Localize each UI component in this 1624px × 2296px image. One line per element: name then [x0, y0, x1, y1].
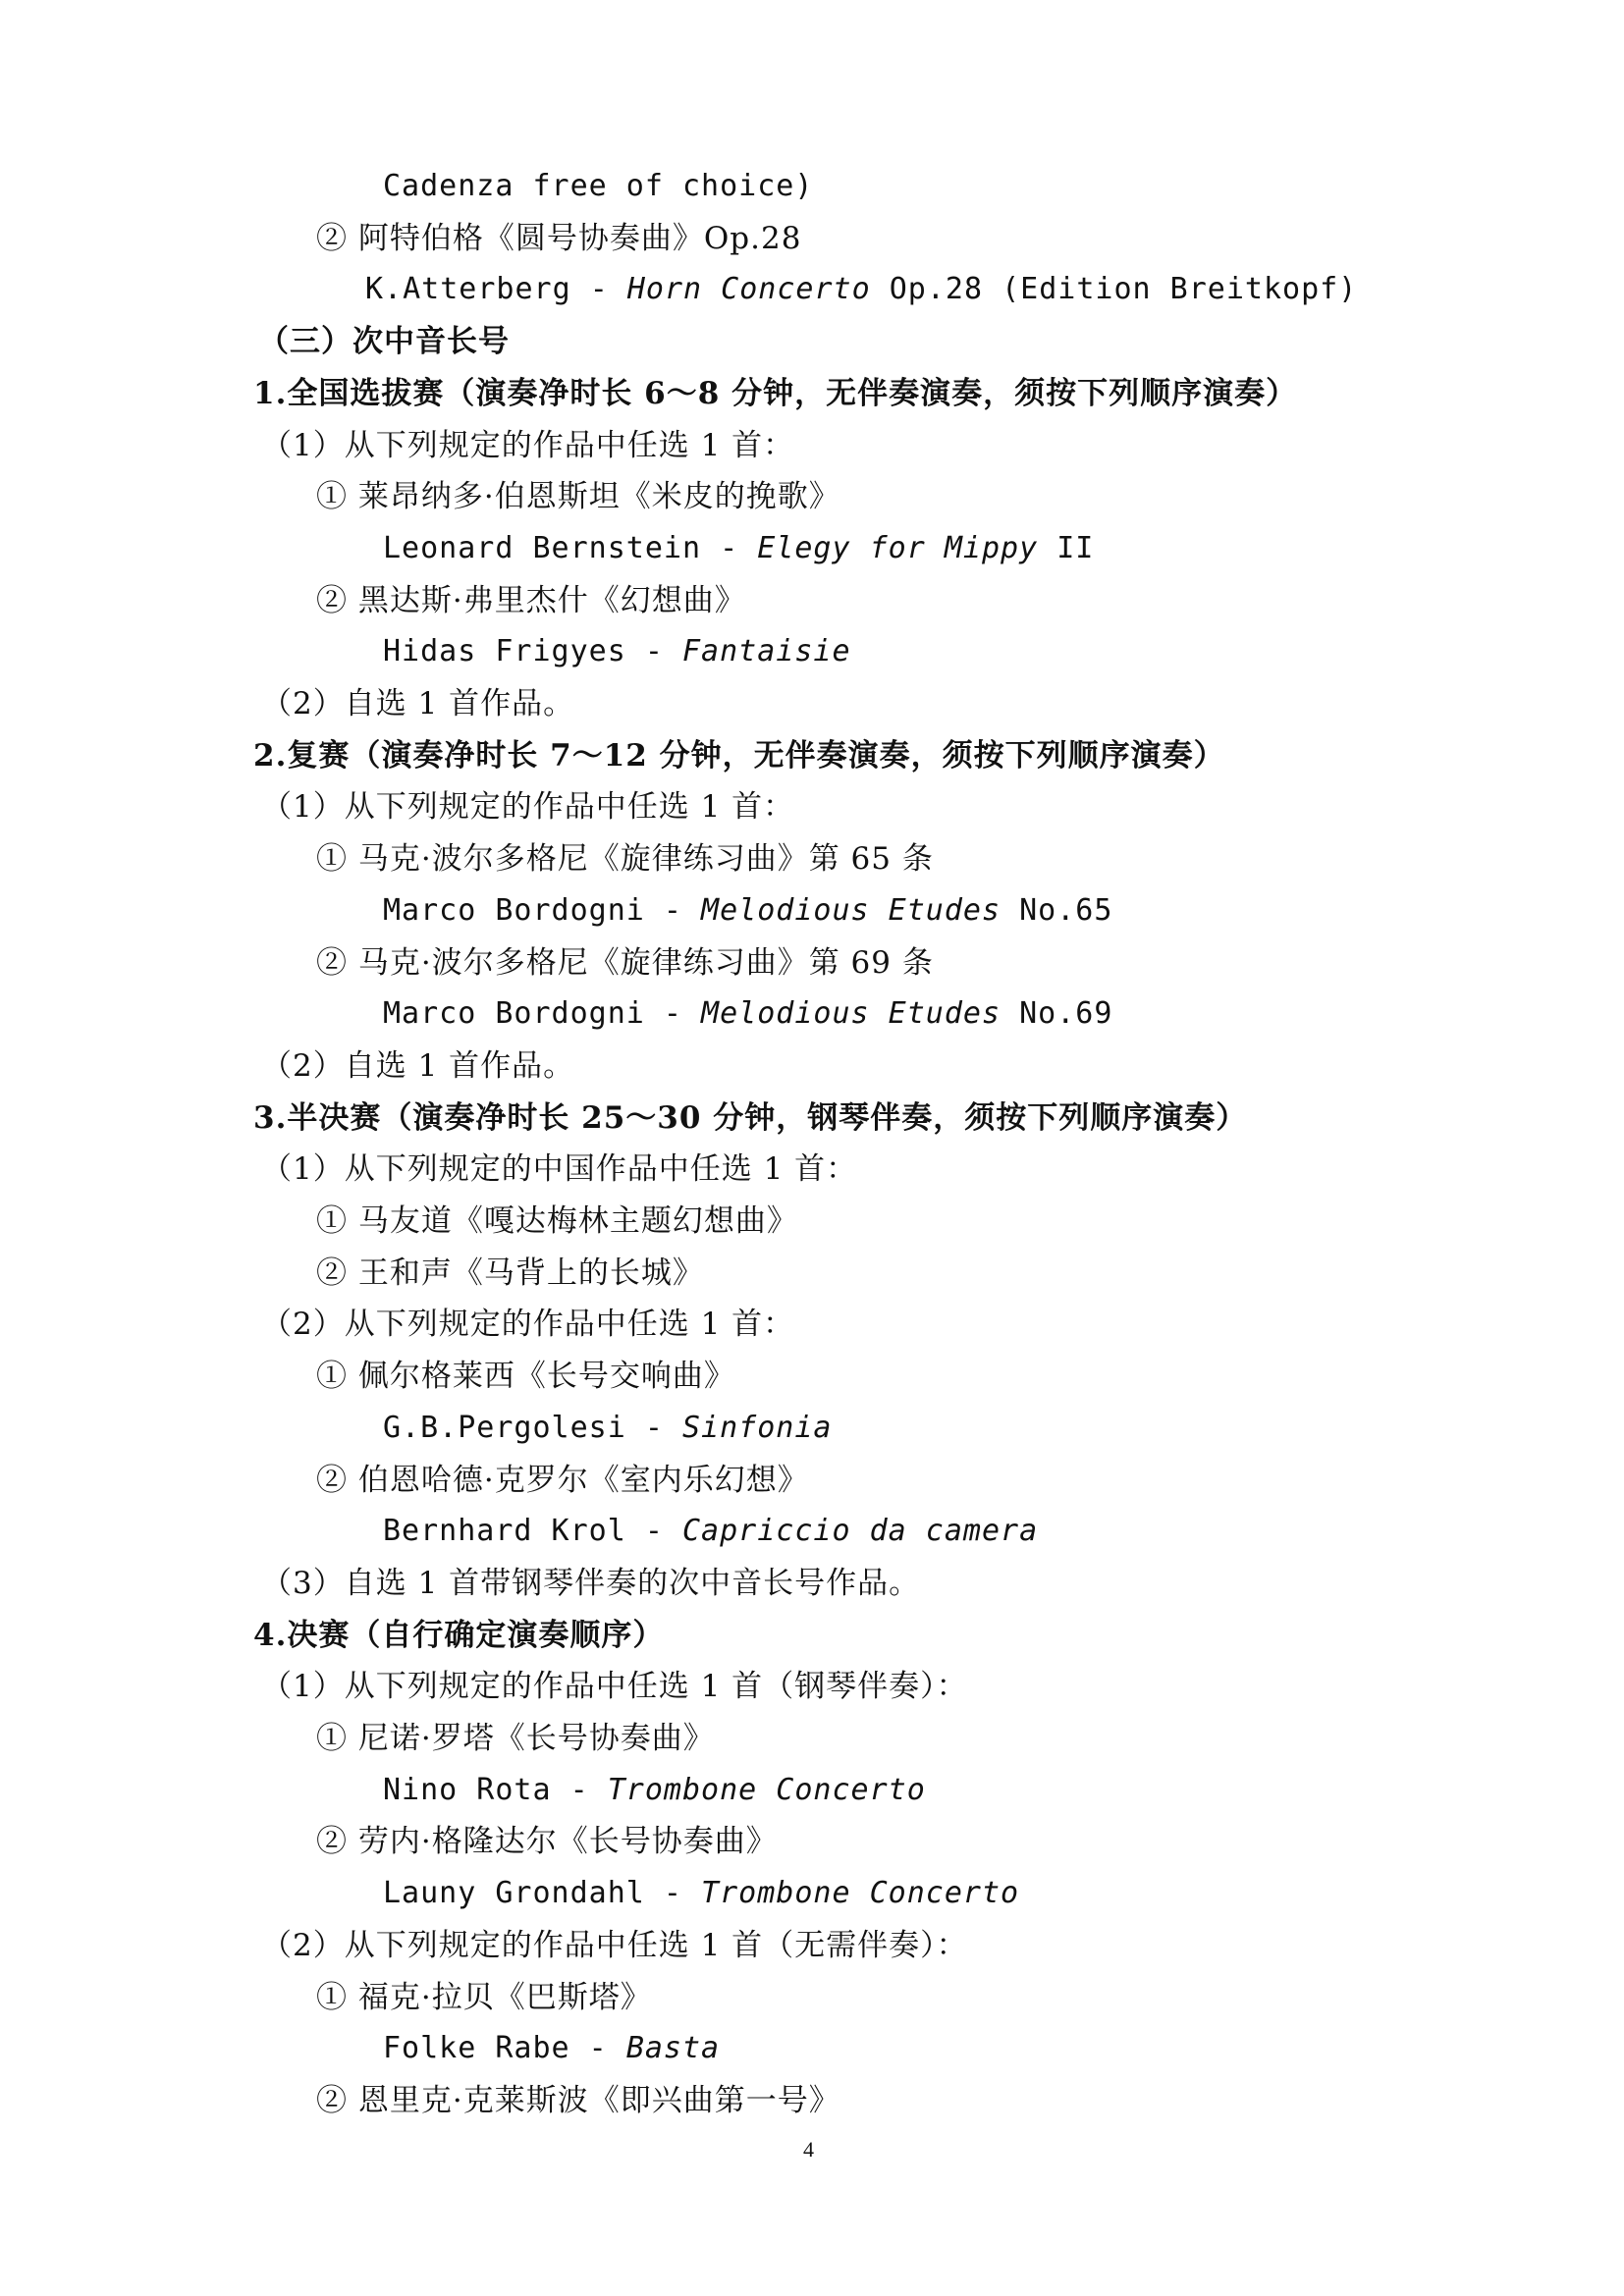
work-title-line — [383, 1874, 1019, 1913]
text-line — [261, 684, 574, 723]
italic-title: Basta — [625, 2031, 721, 2065]
work-title-line — [383, 632, 851, 671]
text-line — [316, 477, 840, 516]
italic-title: Capriccio da camera — [681, 1514, 1039, 1548]
work-title-line — [383, 1512, 1038, 1551]
line-text: （1）从下列规定的作品中任选 1 首： — [261, 789, 795, 825]
text-line — [261, 1667, 968, 1706]
line-text: No.65 — [1001, 893, 1113, 928]
line-text: Hidas Frigyes - — [383, 634, 682, 668]
italic-title: Sinfonia — [681, 1411, 833, 1445]
work-title-line — [383, 1409, 832, 1448]
line-text: ① 尼诺·罗塔《长号协奏曲》 — [316, 1721, 715, 1756]
line-text: （三）次中音长号 — [258, 324, 510, 359]
line-text: ② 阿特伯格《圆号协奏曲》Op.28 — [316, 221, 802, 256]
text-line — [316, 1254, 704, 1293]
italic-title: Trombone Concerto — [607, 1773, 926, 1807]
work-title-line — [383, 891, 1112, 931]
line-text: ② 黑达斯·弗里杰什《幻想曲》 — [316, 583, 746, 618]
italic-title: Horn Concerto — [626, 272, 871, 306]
text-line — [261, 426, 794, 465]
line-text: ② 劳内·格隆达尔《长号协奏曲》 — [316, 1824, 778, 1859]
line-text: Marco Bordogni - — [383, 996, 702, 1031]
text-line — [261, 1564, 920, 1603]
section-heading — [253, 374, 1297, 413]
text-line — [316, 1719, 715, 1758]
line-text: ② 伯恩哈德·克罗尔《室内乐幻想》 — [316, 1463, 809, 1498]
text-line — [261, 1926, 968, 1965]
line-text: 1.全国选拔赛（演奏净时长 6～8 分钟，无伴奏演奏，须按下列顺序演奏） — [253, 376, 1298, 411]
text-line — [316, 2081, 840, 2120]
text-line — [261, 787, 794, 827]
line-text: （3）自选 1 首带钢琴伴奏的次中音长号作品。 — [261, 1566, 921, 1601]
text-line — [261, 1149, 857, 1189]
work-title-line — [383, 2029, 720, 2068]
line-text: K.Atterberg - — [365, 272, 627, 306]
line-text: 4.决赛（自行确定演奏顺序） — [253, 1618, 665, 1653]
line-text: ② 恩里克·克莱斯波《即兴曲第一号》 — [316, 2083, 840, 2118]
work-title-line — [383, 1771, 926, 1810]
italic-title: Melodious Etudes — [701, 893, 1001, 928]
line-text: ② 马克·波尔多格尼《旋律练习曲》第 69 条 — [316, 945, 934, 981]
section-heading — [258, 322, 510, 361]
text-line — [316, 219, 801, 258]
text-line — [261, 1046, 574, 1086]
line-text: （2）从下列规定的作品中任选 1 首： — [261, 1307, 795, 1342]
text-line — [316, 581, 746, 620]
text-line — [261, 1305, 794, 1344]
work-title-line — [383, 529, 1094, 568]
text-line — [316, 1201, 798, 1241]
line-text: Cadenza free of choice) — [383, 169, 814, 203]
line-text: Bernhard Krol - — [383, 1514, 682, 1548]
line-text: ① 佩尔格莱西《长号交响曲》 — [316, 1359, 735, 1394]
line-text: 3.半决赛（演奏净时长 25～30 分钟，钢琴伴奏，须按下列顺序演奏） — [253, 1100, 1248, 1136]
section-heading — [253, 1616, 664, 1655]
work-title-line — [383, 167, 813, 206]
italic-title: Fantaisie — [681, 634, 851, 668]
work-title-line — [365, 270, 1357, 309]
line-text: （1）从下列规定的作品中任选 1 首（钢琴伴奏）： — [261, 1669, 968, 1704]
text-line — [316, 1357, 735, 1396]
line-text: 2.复赛（演奏净时长 7～12 分钟，无伴奏演奏，须按下列顺序演奏） — [253, 738, 1225, 774]
line-text: II — [1038, 531, 1095, 565]
italic-title: Melodious Etudes — [701, 996, 1001, 1031]
line-text: （1）从下列规定的作品中任选 1 首： — [261, 428, 795, 463]
italic-title: Trombone Concerto — [701, 1876, 1020, 1910]
text-line — [316, 1978, 652, 2017]
line-text: ① 莱昂纳多·伯恩斯坦《米皮的挽歌》 — [316, 479, 840, 514]
line-text: ① 马克·波尔多格尼《旋律练习曲》第 65 条 — [316, 841, 934, 877]
line-text: ① 福克·拉贝《巴斯塔》 — [316, 1980, 652, 2015]
text-line — [316, 943, 934, 983]
line-text: （2）自选 1 首作品。 — [261, 686, 575, 721]
line-text: Leonard Bernstein - — [383, 531, 758, 565]
text-line — [316, 1461, 809, 1500]
section-heading — [253, 1098, 1247, 1138]
line-text: Launy Grondahl - — [383, 1876, 702, 1910]
line-text: Nino Rota - — [383, 1773, 608, 1807]
line-text: ① 马友道《嘎达梅林主题幻想曲》 — [316, 1203, 798, 1239]
line-text: （1）从下列规定的中国作品中任选 1 首： — [261, 1151, 858, 1187]
section-heading — [253, 736, 1225, 775]
line-text: （2）从下列规定的作品中任选 1 首（无需伴奏）： — [261, 1928, 968, 1963]
line-text: （2）自选 1 首作品。 — [261, 1048, 575, 1084]
line-text: Folke Rabe - — [383, 2031, 626, 2065]
line-text: ② 王和声《马背上的长城》 — [316, 1255, 704, 1291]
line-text: No.69 — [1001, 996, 1113, 1031]
text-line — [316, 1822, 778, 1861]
work-title-line — [383, 994, 1112, 1034]
line-text: G.B.Pergolesi - — [383, 1411, 682, 1445]
line-text: Marco Bordogni - — [383, 893, 702, 928]
italic-title: Elegy for Mippy — [757, 531, 1039, 565]
page-number: 4 — [803, 2137, 814, 2162]
text-line — [316, 839, 934, 879]
line-text: Op.28 (Edition Breitkopf) — [870, 272, 1358, 306]
